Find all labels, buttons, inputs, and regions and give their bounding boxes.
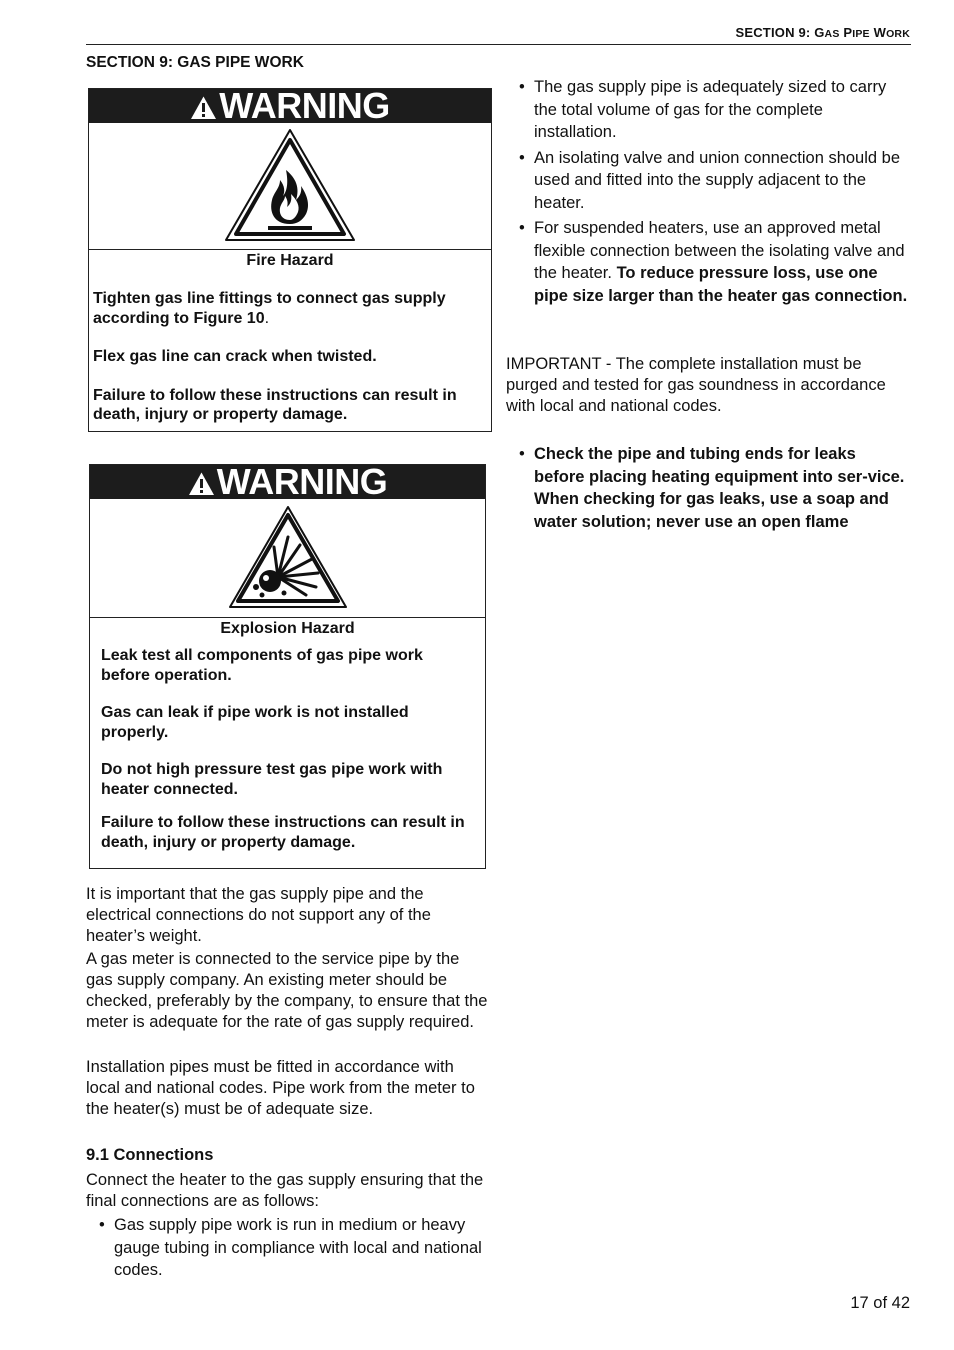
warning-instruction-text: Tighten gas line fittings to connect gas supply according to Figure 10: [93, 290, 446, 327]
warning-instruction-end: .: [264, 309, 270, 327]
warning-instruction: Leak test all components of gas pipe work before operation.: [101, 647, 423, 684]
connections-list-continued: [506, 76, 910, 307]
bullet-marker: •: [99, 1216, 105, 1234]
body-paragraph: It is important that the gas supply pipe and the electrical connections do not support any of the heater’s weight.: [86, 885, 431, 945]
warning-banner: [89, 85, 491, 126]
running-header-cap: W: [873, 25, 887, 40]
bullet-marker: •: [519, 445, 525, 463]
page-number: 17 of 42: [850, 1294, 910, 1312]
fire-pictogram-area: [89, 123, 491, 250]
important-note: IMPORTANT - The complete installation must be purged and tested for gas soundness in accordance with local and national codes.: [506, 355, 886, 415]
hazard-title: Explosion Hazard: [220, 620, 355, 637]
warning-triangle-icon: [188, 471, 215, 496]
body-paragraph: Connect the heater to the gas supply ensuring that the final connections are as follows:: [86, 1171, 484, 1210]
warning-instruction: [93, 289, 487, 328]
connections-list: [86, 1214, 490, 1282]
hazard-title: Fire Hazard: [246, 252, 334, 269]
section-title: SECTION 9: GAS PIPE WORK: [86, 54, 304, 71]
list-item: [506, 147, 910, 215]
body-paragraph: A gas meter is connected to the service pipe by the gas supply company. An existing meter should be checked, preferably by the company, to ensure that the meter is adequate for the rate of gas supply required.: [86, 950, 488, 1031]
list-item-text: The gas supply pipe is adequately sized to carry the total volume of gas for the complete installation.: [534, 78, 887, 141]
explosion-hazard-warning-box: [89, 461, 486, 869]
explosion-warning-text: [90, 620, 485, 852]
list-item: [506, 443, 910, 533]
connections-heading: 9.1 Connections: [86, 1146, 214, 1164]
running-header-smallcaps: ORK: [886, 28, 910, 40]
warning-banner-text: WARNING: [219, 85, 390, 126]
running-header-cap: P: [843, 25, 853, 40]
running-header-smallcaps: AS: [824, 28, 840, 40]
explosion-hazard-icon: [226, 503, 350, 613]
warning-instruction: Flex gas line can crack when twisted.: [93, 348, 377, 365]
list-item-emphasis: To reduce pressure loss, use one pipe size larger than the heater gas connection.: [534, 264, 908, 305]
warning-consequence: Failure to follow these instructions can result in death, injury or property damage.: [93, 386, 457, 423]
explosion-pictogram-area: [90, 499, 485, 618]
list-item: [86, 1214, 490, 1282]
leak-check-list: [506, 443, 910, 533]
list-item: [506, 217, 910, 307]
warning-consequence: Failure to follow these instructions can result in death, injury or property damage.: [101, 814, 465, 851]
list-item: [506, 76, 910, 144]
running-header-prefix: SECTION 9: G: [735, 25, 825, 40]
list-item-text: An isolating valve and union connection should be used and fitted into the supply adjacent to the heater.: [534, 148, 901, 212]
list-item-text: For suspended heaters, use an approved metal flexible connection between the isolating valve and the heater.: [534, 219, 905, 282]
warning-instruction: Do not high pressure test gas pipe work with heater connected.: [101, 761, 443, 798]
warning-banner: [90, 461, 485, 502]
warning-instruction: Gas can leak if pipe work is not installed properly.: [101, 704, 409, 741]
fire-hazard-warning-box: [88, 85, 492, 432]
bullet-marker: •: [519, 148, 525, 167]
warning-triangle-icon: [190, 95, 217, 120]
bullet-marker: •: [519, 78, 525, 96]
body-paragraph: Installation pipes must be fitted in accordance with local and national codes. Pipe work from the meter to the heater(s) must be of adequate size.: [86, 1058, 475, 1118]
running-header: [735, 25, 910, 40]
running-header-smallcaps: IPE: [852, 28, 870, 40]
list-item-text: Gas supply pipe work is run in medium or heavy gauge tubing in compliance with local and national codes.: [114, 1216, 482, 1279]
fire-warning-text: [89, 252, 491, 425]
header-rule: [86, 44, 911, 45]
list-item-text: Check the pipe and tubing ends for leaks before placing heating equipment into ser-vice. When checking for gas leaks, use a soap and water solution; never use an open flame: [534, 445, 905, 531]
warning-banner-text: WARNING: [216, 461, 388, 502]
fire-hazard-icon: [222, 126, 358, 246]
bullet-marker: •: [519, 219, 525, 237]
